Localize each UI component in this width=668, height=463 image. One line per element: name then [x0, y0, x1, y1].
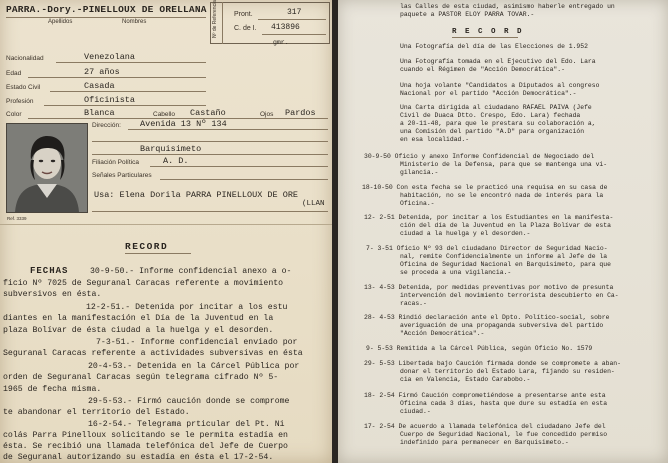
filiacion-underline [150, 166, 328, 167]
ojos-value: Pardos [285, 108, 316, 118]
alias-tail: (LLAN [302, 200, 325, 208]
label-prontuario: Pront. [234, 11, 253, 18]
right-record-line: 18-10-50 Con esta fecha se le practicó una requisa en su casa de [362, 184, 608, 191]
right-record-line: cuando el Régimen de "Acción Democrática".- [400, 66, 565, 73]
label-profesion: Profesión [6, 98, 34, 105]
ref-box-divider [222, 2, 223, 44]
record-title: RECORD [125, 241, 169, 252]
left-record-line: de Seguranal autorizando su estadía en ésta el 17-2-54. [3, 453, 274, 462]
prontuario-underline [258, 19, 326, 20]
right-record-line: indefinido para permanecer en Barquisimeto.- [400, 439, 569, 446]
color-value: Blanca [84, 108, 115, 118]
left-record-line: plaza Bolívar de ésta ciudad a la huelga y el desorden. [3, 326, 274, 335]
edad-value: 27 años [84, 67, 120, 77]
right-record-line: ción del día de la Juventud en la Plaza Bolívar de esta [400, 222, 611, 229]
right-record-line: en esa localidad.- [400, 136, 470, 143]
left-record-line: Seguranal Caracas referente a actividades subversivas en ésta [3, 349, 303, 358]
right-record-line: 7- 3-51 Oficio Nº 93 del ciudadano Director de Seguridad Nacio- [366, 245, 608, 252]
direccion-value: Avenida 13 Nº 134 [140, 119, 227, 129]
cedula-underline [262, 34, 326, 35]
right-record-line: Oficina.- [400, 200, 435, 207]
left-record-line: 30-9-50.- Informe confidencial anexo a o- [90, 267, 292, 276]
right-record-line: 29- 5-53 Libertada bajo Caución firmada donde se compromete a aban- [364, 360, 621, 367]
right-record-line: 30-9-50 Oficio y anexo Informe Confidencial de Negociado del [364, 153, 595, 160]
ref-box-side-label: Nº de Referencia [212, 0, 218, 38]
label-estado-civil: Estado Civil [6, 84, 41, 91]
left-record-line: subversivos en ésta. [3, 290, 102, 299]
left-record-line: te abandonar el territorio del Estado. [3, 408, 190, 417]
estado-civil-underline [50, 91, 206, 92]
nacionalidad-underline [56, 62, 206, 63]
left-record-line: 20-4-53.- Detenida en la Cárcel Pública por [88, 362, 300, 371]
left-record-line: colás Parra Pinelloux solicitando se le permita estadía en [3, 431, 288, 440]
label-direccion: Dirección: [92, 122, 121, 129]
right-record-line: 12- 2-51 Detenida, por incitar a los Estudiantes en la manifesta- [364, 214, 614, 221]
gmr-mark: gmr. [273, 39, 289, 46]
right-record-line: cia en Valencia, Estado Carabobo.- [400, 376, 531, 383]
right-record-line: Una Carta dirigida al ciudadano RAFAEL PAIVA (Jefe [400, 104, 592, 111]
domicilio-underline [92, 154, 328, 155]
right-record-title-underline [452, 37, 518, 38]
right-record-line: se proceda a una vigilancia.- [400, 269, 512, 276]
right-record-line: "Acción Democrática".- [400, 330, 485, 337]
profesion-value: Oficinista [84, 95, 136, 105]
direccion-underline-2 [92, 141, 328, 142]
right-record-line: Civil de Duaca Dtto. Crespo, Edo. Lara) fechada [400, 112, 581, 119]
direccion-underline [128, 129, 328, 130]
right-record-title: R E C O R D [452, 28, 524, 36]
right-record-line: Ministerio de la Defensa, para que se mantenga una vi- [400, 161, 608, 168]
left-record-line: 7-3-51.- Informe confidencial enviado por [96, 338, 298, 347]
label-filiacion: Filiación Política [92, 159, 139, 166]
alias-underline [92, 211, 328, 212]
right-record-line: a 20-11-48, para que le prestara su colaboración a, [400, 120, 596, 127]
right-record-line: donar el territorio del Estado Lara, fijando su residen- [400, 368, 615, 375]
label-ojos: Ojos [260, 111, 274, 118]
portrait-image [7, 124, 87, 212]
right-top-line: paquete a PASTOR ELOY PARRA TOVAR.- [400, 11, 535, 18]
edad-underline [28, 77, 206, 78]
right-record-line: Una Fotografía del día de las Elecciones de 1.952 [400, 43, 588, 50]
label-cabello: Cabello [153, 111, 176, 118]
left-record-line: 16-2-54.- Telegrama prticular del Pt. Ni [88, 420, 285, 429]
right-record-line: 17- 2-54 De acuerdo a llamada telefónica del ciudadano Jefe del [364, 423, 606, 430]
right-record-line: Una hoja volante "Candidatos a Diputados al congreso [400, 82, 600, 89]
right-record-line: 9- 5-53 Remitida a la Cárcel Pública, según Oficio No. 1579 [366, 345, 593, 352]
label-nacionalidad: Nacionalidad [6, 55, 44, 62]
right-record-line: Oficina cada 3 días, hasta que dure su estadía en esta [400, 400, 608, 407]
reference-box [210, 2, 330, 44]
label-apellidos: Apellidos [48, 19, 73, 25]
right-record-line: 28- 4-53 Rindió declaración ante el Dpto. Político-social, sobre [364, 314, 610, 321]
label-senales: Señales Particulares [92, 172, 152, 179]
subject-name: PARRA.-Dory.-PINELLOUX DE ORELLANA [6, 4, 207, 15]
label-color: Color [6, 111, 22, 118]
left-record-line: 12-2-51.- Detenida por incitar a los estu [86, 303, 288, 312]
profesion-underline [44, 105, 206, 106]
right-record-line: 18- 2-54 Firmó Caución comprometiéndose a presentarse ante esta [364, 392, 606, 399]
right-record-line: ciudad a la huelga y el desorden.- [400, 230, 531, 237]
left-record-line: 1965 de fecha misma. [3, 385, 102, 394]
record-title-underline [125, 253, 191, 254]
left-record-line: ésta. Se recibió una llamada telefónica del Jefe de Cuerpo [3, 442, 288, 451]
left-record-line: 29-5-53.- Firmó caución donde se comprome [88, 397, 290, 406]
left-record-line: ficio Nº 7025 de Seguranal Caracas referente a movimiento [3, 279, 284, 288]
right-top-line: las Calles de esta ciudad, asimismo haberle entregado un [400, 3, 615, 10]
label-edad: Edad [6, 70, 22, 77]
right-record-line: Una Fotografía tomada en el Ejecutivo del Edo. Lara [400, 58, 596, 65]
cabello-value: Castaño [190, 108, 226, 118]
right-record-line: habitación, no se le encontró nada de interés para la [400, 192, 604, 199]
filiacion-value: A. D. [163, 156, 189, 166]
record-card-front [0, 0, 332, 463]
right-record-line: nal, remite Confidencialmente un informe al Jefe de la [400, 253, 608, 260]
prontuario-value: 317 [287, 8, 302, 17]
senales-underline [160, 179, 328, 180]
right-record-line: una Comisión del partido "A.D" para organización [400, 128, 585, 135]
name-underline [6, 17, 206, 18]
right-record-line: 13- 4-53 Detenida, por medidas preventivas por motivo de presunta [364, 284, 614, 291]
subject-photo [6, 123, 88, 213]
left-record-line: orden de Seguranal Caracas según telegrama cifrado Nº 5- [3, 373, 279, 382]
right-record-line: gilancia.- [400, 169, 439, 176]
right-record-line: Oficina de Seguridad Nacional en Barquisimeto, para que [400, 261, 611, 268]
right-record-line: Nacional por el partido "Acción Democrática".- [400, 90, 577, 97]
right-record-line: intervención del movimiento terrorista descubierto en Ca- [400, 292, 619, 299]
estado-civil-value: Casada [84, 81, 115, 91]
card-fold-line [0, 224, 332, 225]
fechas-label: FECHAS [30, 266, 69, 276]
nacionalidad-value: Venezolana [84, 52, 136, 62]
right-record-line: averiguación de una propaganda subversiva del partido [400, 322, 604, 329]
right-record-line: ciudad.- [400, 408, 431, 415]
right-record-line: Cuerpo de Seguridad Nacional, le fue concedido permiso [400, 431, 608, 438]
alias-value: Usa: Elena Dorila PARRA PINELLOUX DE ORE [94, 190, 299, 200]
right-record-line: racas.- [400, 300, 427, 307]
photo-reference: Ref. 3339 [7, 216, 27, 221]
cedula-value: 413896 [271, 23, 300, 32]
label-nombres: Nombres [122, 19, 147, 25]
domicilio-value: Barquisimeto [140, 144, 202, 154]
left-record-line: diantes en la manifestación el Día de la Juventud en la [3, 314, 274, 323]
label-cedula: C. de I. [234, 25, 257, 32]
